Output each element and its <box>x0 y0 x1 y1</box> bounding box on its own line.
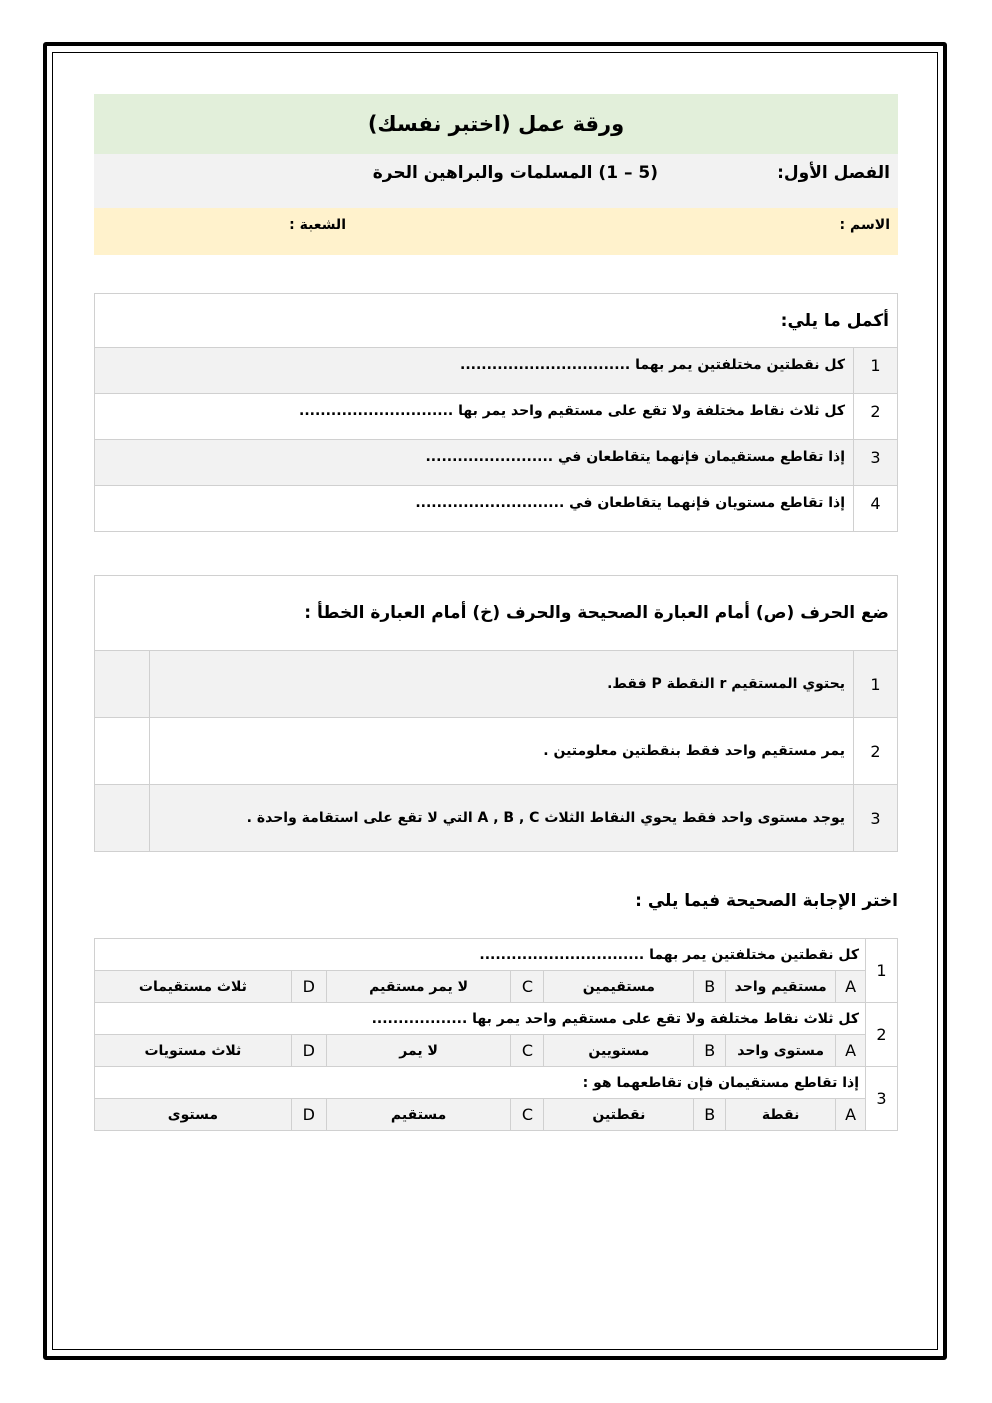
option-letter: A <box>836 1099 866 1131</box>
chapter-bar <box>94 154 898 208</box>
option-b[interactable]: مستقيمين <box>544 971 694 1003</box>
chapter-label: الفصل الأول: <box>777 163 890 183</box>
answer-cell[interactable] <box>95 718 150 785</box>
question-stem: كل ثلاث نقاط مختلفة ولا تقع على مستقيم واحد يمر بها .................. <box>95 1003 866 1035</box>
true-false-title: ضع الحرف (ص) أمام العبارة الصحيحة والحرف (خ) أمام العبارة الخطأ : <box>95 576 898 651</box>
question-stem: كل نقطتين مختلفتين يمر بهما ............................... <box>95 939 866 971</box>
mcq-title: اختر الإجابة الصحيحة فيما يلي : <box>635 891 898 911</box>
fill-in-question[interactable]: إذا تقاطع مستويان فإنهما يتقاطعان في ............................ <box>95 486 854 532</box>
option-c[interactable]: مستقيم <box>326 1099 511 1131</box>
item-number: 1 <box>854 348 898 394</box>
option-c[interactable]: لا يمر مستقيم <box>326 971 511 1003</box>
question-number: 2 <box>866 1003 898 1067</box>
mcq-table <box>94 938 898 1131</box>
mcq-options-row <box>95 1035 898 1067</box>
option-d[interactable]: ثلاث مستويات <box>95 1035 292 1067</box>
option-letter: D <box>291 1035 326 1067</box>
mcq-stem-row <box>95 1067 898 1099</box>
answer-cell[interactable] <box>95 785 150 852</box>
table-row <box>95 486 898 532</box>
option-letter: B <box>694 971 726 1003</box>
option-d[interactable]: ثلاث مستقيمات <box>95 971 292 1003</box>
item-number: 3 <box>854 440 898 486</box>
true-false-table <box>94 575 898 852</box>
option-c[interactable]: لا يمر <box>326 1035 511 1067</box>
mcq-options-row <box>95 1099 898 1131</box>
lesson-title: (5 – 1) المسلمات والبراهين الحرة <box>372 163 658 183</box>
student-info-bar <box>94 208 898 255</box>
worksheet-title-text: ورقة عمل (اختبر نفسك) <box>367 112 625 136</box>
name-label: الاسم : <box>839 217 890 233</box>
fill-in-question[interactable]: إذا تقاطع مستقيمان فإنهما يتقاطعان في ........................ <box>95 440 854 486</box>
complete-title: أكمل ما يلي: <box>95 294 898 348</box>
item-number: 1 <box>854 651 898 718</box>
statement-text: يوجد مستوى واحد فقط يحوي النقاط الثلاث A , B , C التي لا تقع على استقامة واحدة . <box>150 785 854 852</box>
option-a[interactable]: مستوى واحد <box>726 1035 836 1067</box>
section-label: الشعبة : <box>289 217 346 233</box>
option-a[interactable]: مستقيم واحد <box>726 971 836 1003</box>
option-letter: B <box>694 1099 726 1131</box>
table-row <box>95 651 898 718</box>
item-number: 4 <box>854 486 898 532</box>
option-letter: D <box>291 971 326 1003</box>
option-a[interactable]: نقطة <box>726 1099 836 1131</box>
fill-in-question[interactable]: كل ثلاث نقاط مختلفة ولا تقع على مستقيم واحد يمر بها ............................. <box>95 394 854 440</box>
table-row <box>95 394 898 440</box>
question-number: 3 <box>866 1067 898 1131</box>
option-letter: D <box>291 1099 326 1131</box>
option-letter: C <box>511 971 544 1003</box>
question-stem: إذا تقاطع مستقيمان فإن تقاطعهما هو : <box>95 1067 866 1099</box>
item-number: 3 <box>854 785 898 852</box>
option-letter: A <box>836 1035 866 1067</box>
option-letter: C <box>511 1099 544 1131</box>
question-number: 1 <box>866 939 898 1003</box>
item-number: 2 <box>854 394 898 440</box>
statement-text: يمر مستقيم واحد فقط بنقطتين معلومتين . <box>150 718 854 785</box>
worksheet-title <box>94 94 898 154</box>
mcq-stem-row <box>95 939 898 971</box>
option-b[interactable]: مستويين <box>544 1035 694 1067</box>
option-d[interactable]: مستوى <box>95 1099 292 1131</box>
complete-table <box>94 293 898 532</box>
statement-text: يحتوي المستقيم r النقطة P فقط. <box>150 651 854 718</box>
mcq-stem-row <box>95 1003 898 1035</box>
fill-in-question[interactable]: كل نقطتين مختلفتين يمر بهما ................................ <box>95 348 854 394</box>
table-row <box>95 718 898 785</box>
table-row <box>95 440 898 486</box>
table-row <box>95 785 898 852</box>
option-letter: A <box>836 971 866 1003</box>
option-b[interactable]: نقطتين <box>544 1099 694 1131</box>
option-letter: B <box>694 1035 726 1067</box>
answer-cell[interactable] <box>95 651 150 718</box>
table-row <box>95 348 898 394</box>
item-number: 2 <box>854 718 898 785</box>
option-letter: C <box>511 1035 544 1067</box>
mcq-options-row <box>95 971 898 1003</box>
